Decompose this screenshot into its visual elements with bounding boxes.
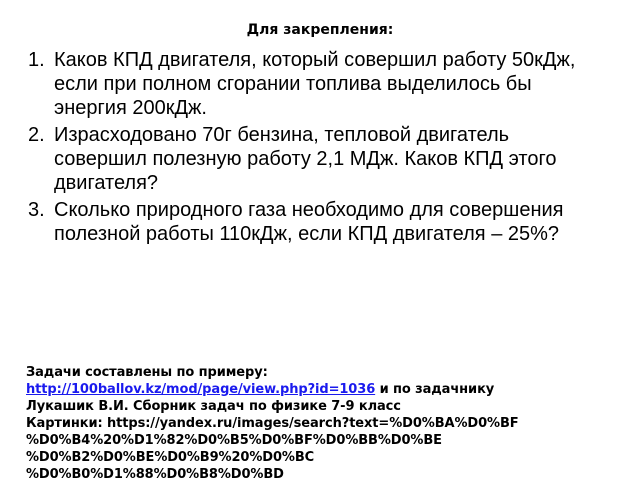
- source-link[interactable]: http://100ballov.kz/mod/page/view.php?id=1036: [26, 382, 376, 397]
- task-line: Каков КПД двигателя, который совершил работу 50кДж,: [54, 49, 576, 71]
- task-item-2: [28, 123, 616, 195]
- task-list: [28, 48, 616, 249]
- task-number: 3.: [28, 199, 45, 221]
- task-line: энергия 200кДж.: [54, 97, 207, 119]
- task-line: Сколько природного газа необходимо для совершения: [54, 199, 564, 221]
- sources-note: [26, 364, 634, 480]
- task-number: 1.: [28, 49, 45, 71]
- sources-images-cont: %D0%B4%20%D1%82%D0%B5%D0%BF%D0%BB%D0%BE: [26, 433, 442, 448]
- sources-images: Картинки: https://yandex.ru/images/search?text=%D0%BA%D0%BF: [26, 416, 519, 431]
- task-item-3: [28, 198, 616, 246]
- task-line: Израсходовано 70г бензина, тепловой двигатель: [54, 124, 510, 146]
- sources-book: Лукашик В.И. Сборник задач по физике 7-9 класс: [26, 399, 401, 414]
- task-number: 2.: [28, 124, 45, 146]
- task-line: полезной работы 110кДж, если КПД двигателя – 25%?: [54, 223, 560, 245]
- source-link-suffix: и по задачнику: [375, 382, 495, 397]
- sources-images-cont: %D0%B0%D1%88%D0%B8%D0%BD: [26, 467, 284, 480]
- sources-link-line: [26, 381, 634, 398]
- slide-heading: Для закрепления:: [246, 22, 394, 38]
- task-line: если при полном сгорании топлива выделилось бы: [54, 73, 532, 95]
- task-line: совершил полезную работу 2,1 МДж. Каков КПД этого: [54, 148, 557, 170]
- task-item-1: [28, 48, 616, 120]
- task-line: двигателя?: [54, 172, 159, 194]
- sources-images-cont: %D0%B2%D0%BE%D0%B9%20%D0%BC: [26, 450, 315, 465]
- sources-intro: Задачи составлены по примеру:: [26, 365, 268, 380]
